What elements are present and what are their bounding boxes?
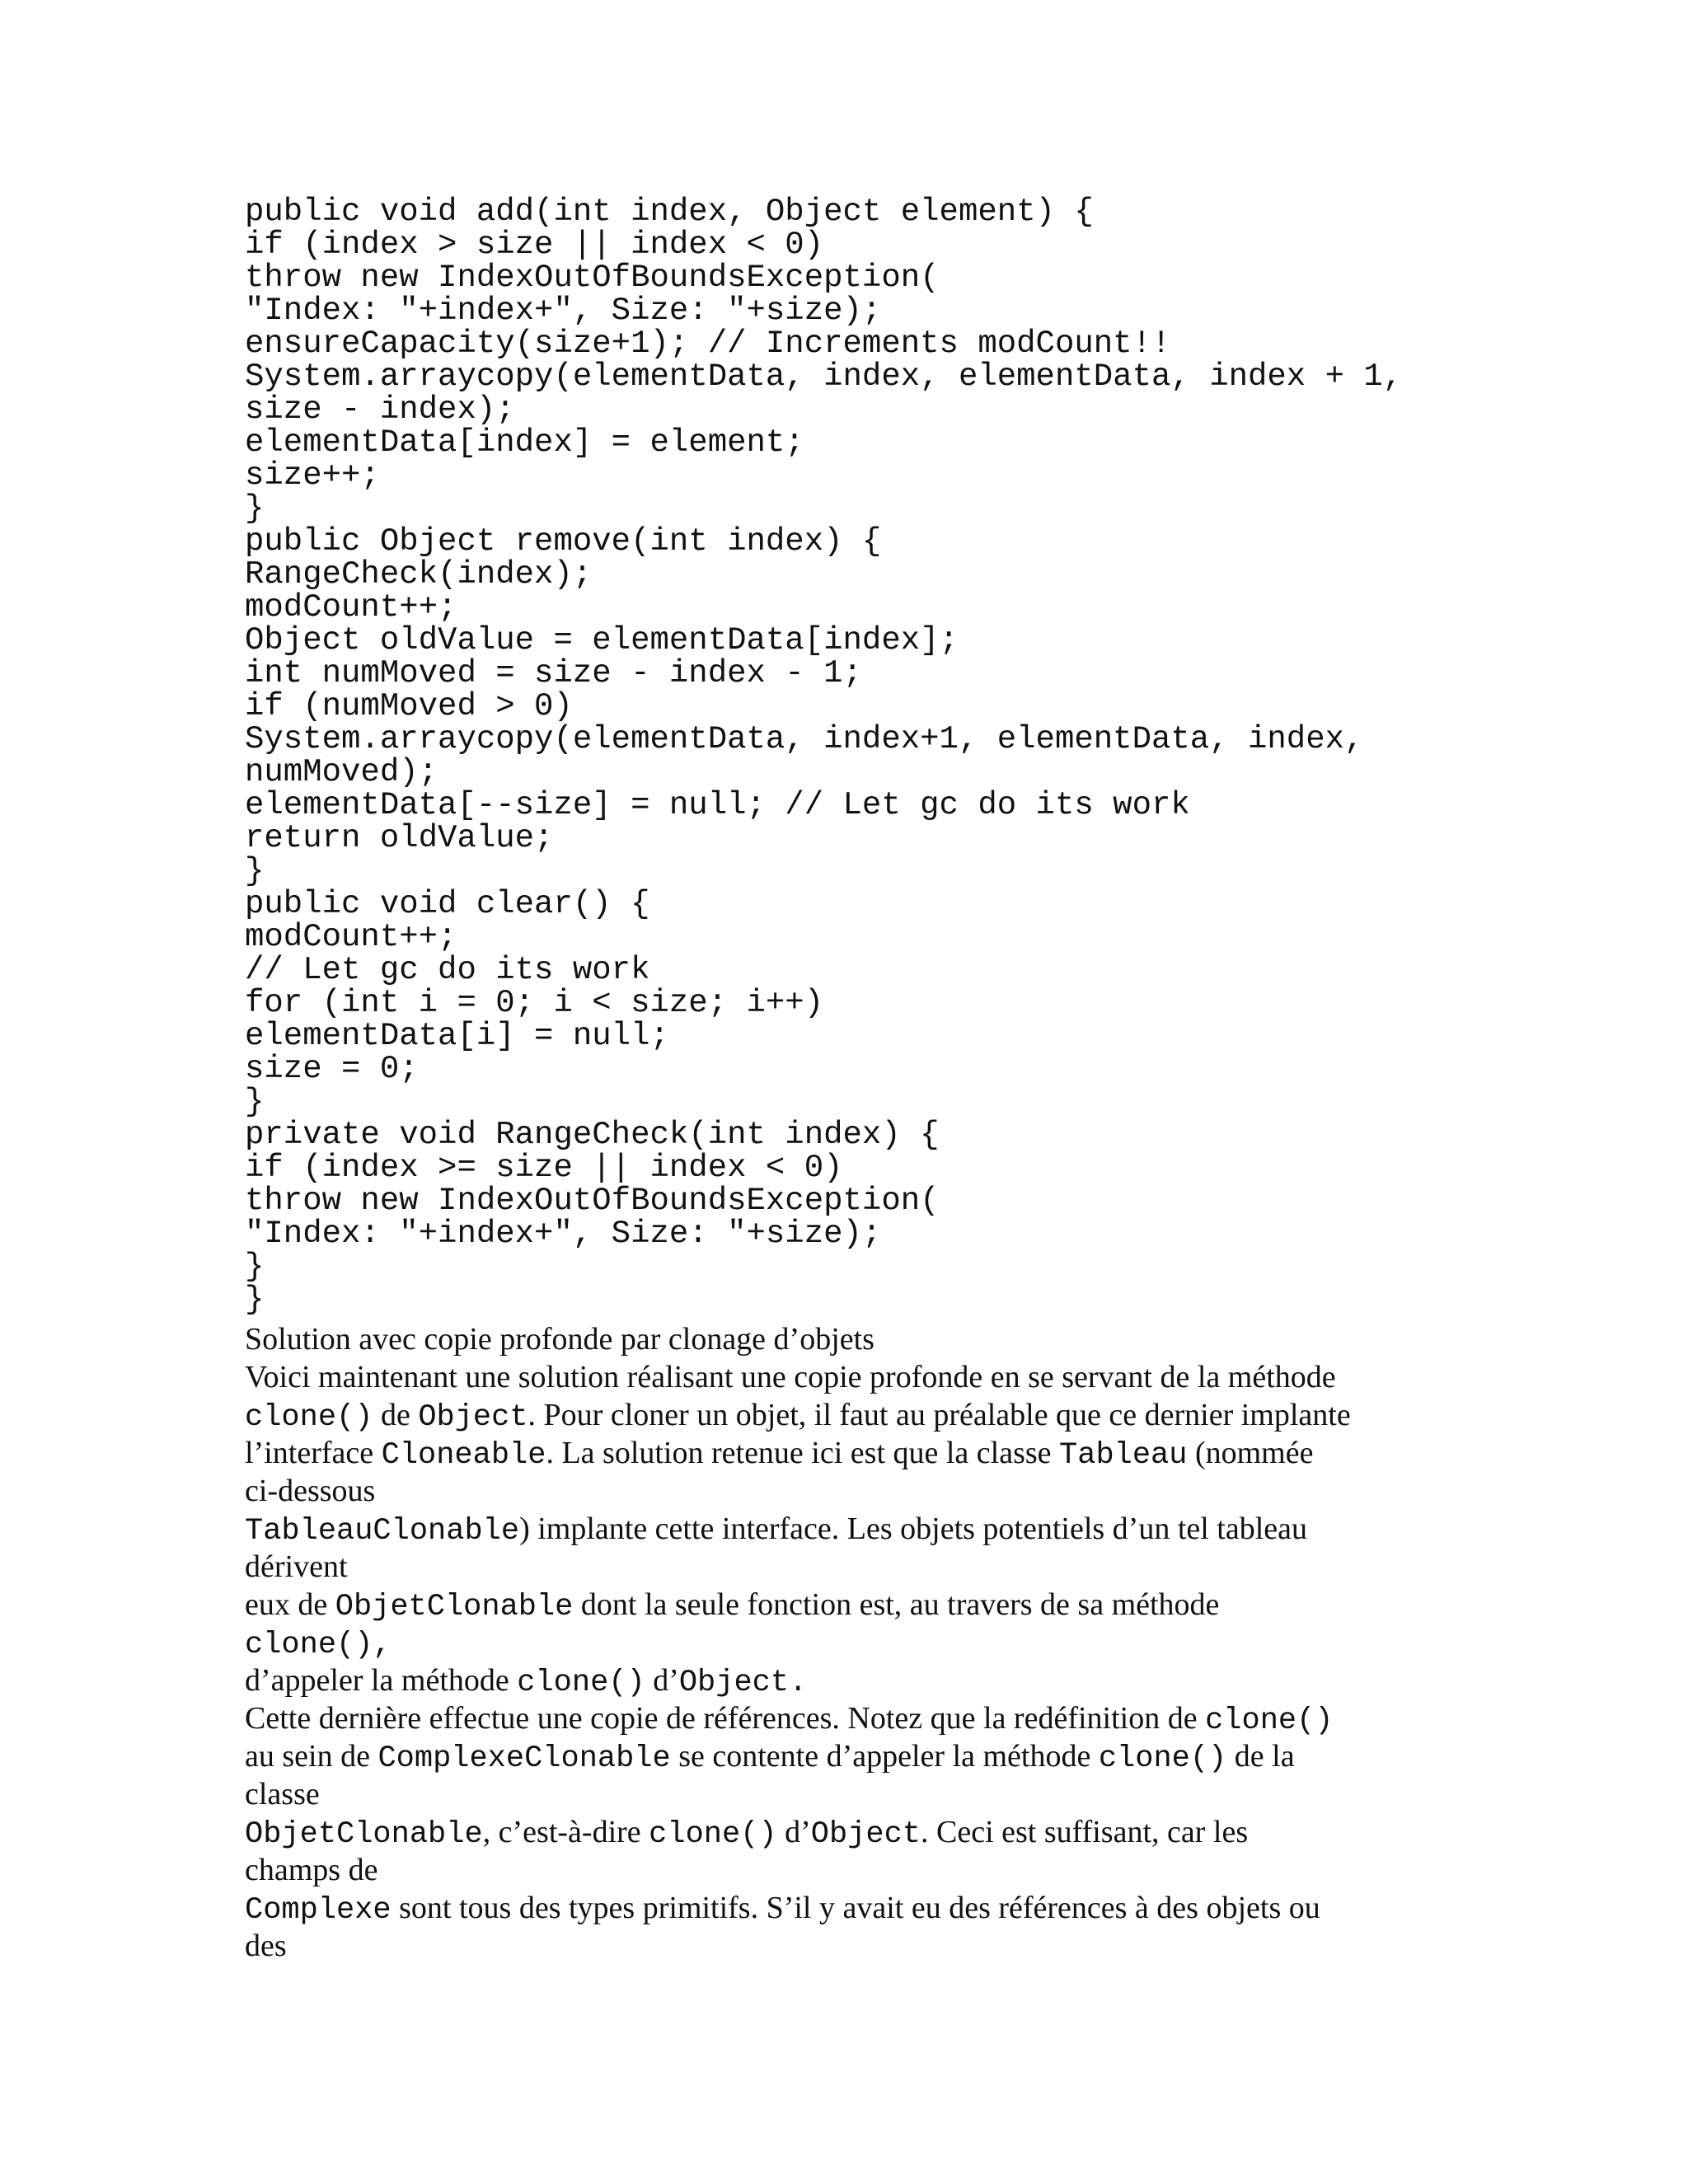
code-line: private void RangeCheck(int index) { — [245, 1117, 940, 1153]
text-run: de — [373, 1398, 419, 1432]
code-line: System.arraycopy(elementData, index+1, elementData, index, — [245, 721, 1364, 757]
code-line: } — [245, 490, 265, 527]
code-line: size++; — [245, 457, 380, 494]
paragraph-line: Voici maintenant une solution réalisant une copie profonde en se servant de la méthode — [245, 1360, 1336, 1394]
text-run: (nommée — [1187, 1436, 1314, 1470]
paragraph-line — [245, 1510, 1448, 1548]
code-line: public void clear() { — [245, 886, 650, 922]
inline-code: Tableau — [1059, 1438, 1188, 1473]
code-line: int numMoved = size - index - 1; — [245, 655, 862, 691]
code-line: // Let gc do its work — [245, 952, 650, 988]
text-run: l’interface — [245, 1436, 382, 1470]
code-line: elementData[index] = element; — [245, 424, 804, 461]
text-run: au sein de — [245, 1739, 378, 1774]
java-code-listing — [245, 195, 1498, 1316]
paragraph-line: classe — [245, 1777, 320, 1811]
code-line: throw new IndexOutOfBoundsException( — [245, 260, 940, 296]
inline-code: clone() — [1098, 1741, 1227, 1776]
body-text — [245, 1320, 1448, 1965]
inline-code: clone(), — [245, 1628, 392, 1662]
code-line: RangeCheck(index); — [245, 556, 593, 593]
inline-code: Object — [810, 1817, 921, 1852]
paragraph-line — [245, 1813, 1448, 1851]
inline-code: Complexe — [245, 1893, 392, 1928]
code-line: if (index >= size || index < 0) — [245, 1150, 843, 1186]
text-run: eux de — [245, 1587, 335, 1622]
inline-code: clone() — [517, 1666, 645, 1700]
code-line: numMoved); — [245, 754, 438, 790]
inline-code: ObjetClonable — [335, 1590, 574, 1624]
code-line: "Index: "+index+", Size: "+size); — [245, 1216, 882, 1252]
text-run: dont la seule fonction est, au travers de sa méthode — [573, 1587, 1220, 1622]
text-run: d’ — [776, 1815, 811, 1849]
code-line: return oldValue; — [245, 820, 554, 856]
text-run: ) implante cette interface. Les objets potentiels d’un tel tableau — [519, 1511, 1308, 1546]
text-run: Cette dernière effectue une copie de références. Notez que la redéfinition de — [245, 1701, 1206, 1736]
paragraph-line — [245, 1699, 1448, 1737]
code-line: if (numMoved > 0) — [245, 688, 573, 724]
paragraph-line: dérivent — [245, 1549, 348, 1584]
text-run: , c’est-à-dire — [482, 1815, 649, 1849]
code-line: elementData[--size] = null; // Let gc do its work — [245, 787, 1190, 823]
inline-code: Object — [418, 1400, 528, 1435]
code-line: for (int i = 0; i < size; i++) — [245, 985, 824, 1021]
code-line: } — [245, 853, 265, 889]
paragraph-line — [245, 1661, 1448, 1699]
inline-code: clone() — [245, 1400, 373, 1435]
code-line: "Index: "+index+", Size: "+size); — [245, 293, 882, 329]
text-run: se contente d’appeler la méthode — [670, 1739, 1099, 1774]
section-heading: Solution avec copie profonde par clonage d’objets — [245, 1322, 874, 1357]
paragraph-line — [245, 1889, 1448, 1927]
inline-code: clone() — [649, 1817, 777, 1852]
code-line: elementData[i] = null; — [245, 1018, 669, 1054]
paragraph-line — [245, 1586, 1448, 1624]
code-line: if (index > size || index < 0) — [245, 227, 824, 263]
text-run: de la — [1226, 1739, 1295, 1774]
paragraph-line: champs de — [245, 1853, 378, 1887]
code-line: } — [245, 1084, 265, 1120]
text-run: d’ — [645, 1663, 679, 1698]
inline-code: ObjetClonable — [245, 1817, 483, 1852]
code-line: System.arraycopy(elementData, index, elementData, index + 1, — [245, 359, 1403, 395]
inline-code: ComplexeClonable — [377, 1741, 671, 1776]
inline-code: Cloneable — [381, 1438, 546, 1473]
text-run: . Ceci est suffisant, car les — [920, 1815, 1249, 1849]
code-line: throw new IndexOutOfBoundsException( — [245, 1183, 940, 1219]
code-line: } — [245, 1282, 265, 1318]
paragraph-line: ci-dessous — [245, 1474, 376, 1508]
text-run: . Pour cloner un objet, il faut au préalable que ce dernier implante — [528, 1398, 1351, 1432]
code-line: ensureCapacity(size+1); // Increments modCount!! — [245, 326, 1171, 362]
text-run: d’appeler la méthode — [245, 1663, 518, 1698]
code-line: public Object remove(int index) { — [245, 523, 882, 560]
inline-code: Object. — [678, 1666, 808, 1700]
inline-code: clone() — [1205, 1704, 1334, 1738]
paragraph-line — [245, 1396, 1448, 1434]
text-run: . La solution retenue ici est que la classe — [546, 1436, 1060, 1470]
code-line: public void add(int index, Object element) { — [245, 194, 1094, 230]
code-line: } — [245, 1249, 265, 1285]
text-run: sont tous des types primitifs. S’il y avait eu des références à des objets ou — [391, 1891, 1320, 1925]
paragraph-line — [245, 1434, 1448, 1472]
paragraph-line — [245, 1624, 1448, 1661]
code-line: size = 0; — [245, 1051, 419, 1087]
paragraph-line: des — [245, 1929, 287, 1963]
code-line: modCount++; — [245, 589, 457, 626]
inline-code: TableauClonable — [245, 1514, 520, 1549]
code-line: modCount++; — [245, 919, 457, 955]
code-line: size - index); — [245, 391, 515, 428]
paragraph-line — [245, 1737, 1448, 1775]
code-line: Object oldValue = elementData[index]; — [245, 622, 959, 658]
